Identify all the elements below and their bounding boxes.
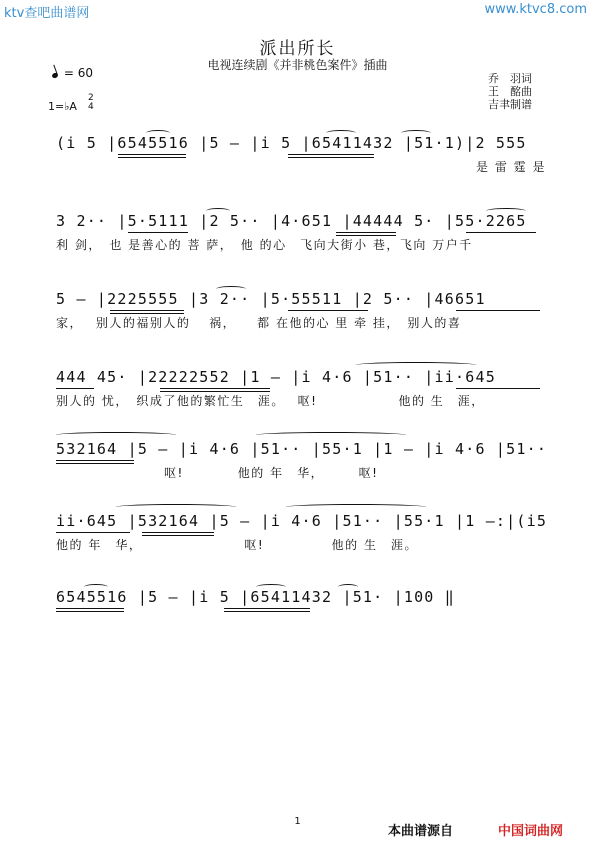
beam <box>466 232 536 233</box>
notation-line-4: 444 45· |22222552 |1 — |i 4·6 |51·· |ii·645 <box>56 368 496 386</box>
score-line-4 <box>56 368 546 412</box>
beam <box>110 310 184 311</box>
beam <box>224 611 310 612</box>
quarter-note-icon <box>51 72 58 79</box>
slur <box>216 286 246 292</box>
notation-line-1: (i 5 |6545516 |5 — |i 5 |65411432 |51·1)|2 555 <box>56 134 527 152</box>
beam <box>336 232 396 233</box>
slur <box>256 432 406 438</box>
beam <box>56 532 130 533</box>
score-line-3 <box>56 290 546 334</box>
time-signature-top: 2 <box>88 93 94 103</box>
score-line-5 <box>56 440 546 484</box>
notation-line-5: 532164 |5 — |i 4·6 |51·· |55·1 |1 — |i 4·6 |51·· <box>56 440 548 458</box>
credit-composer: 王 酩曲 <box>488 85 532 98</box>
beam <box>160 391 270 392</box>
beam <box>56 460 134 461</box>
beam <box>288 157 374 158</box>
beam <box>456 310 540 311</box>
tempo-marking <box>52 66 93 80</box>
beam <box>142 532 214 533</box>
lyrics-line-5: 呕! 他的 年 华， 呕! <box>56 466 379 480</box>
slur <box>256 584 286 590</box>
beam <box>336 235 396 236</box>
footer-source-label: 本曲谱源自 <box>388 824 454 839</box>
beam <box>128 232 188 233</box>
key-signature: 1=♭A <box>48 100 77 113</box>
beam <box>160 388 270 389</box>
score-line-7 <box>56 588 546 624</box>
slur <box>84 584 108 590</box>
beam <box>118 157 186 158</box>
slur <box>326 130 356 136</box>
tempo-value: = 60 <box>63 66 93 80</box>
watermark-left: ktv查吧曲谱网 <box>4 6 90 21</box>
time-signature-bottom: 4 <box>88 102 94 112</box>
song-subtitle: 电视连续剧《并非桃色案件》插曲 <box>207 58 388 72</box>
slur <box>206 208 230 214</box>
beam <box>288 154 374 155</box>
credit-transcriber: 吉聿制谱 <box>488 98 532 111</box>
notation-line-2: 3 2·· |5·5111 |2 5·· |4·651 |44444 5· |55·2265 <box>56 212 527 230</box>
notation-line-6: ii·645 |532164 |5 — |i 4·6 |51·· |55·1 |1 —:|(i5 <box>56 512 548 530</box>
slur <box>146 130 170 136</box>
beam <box>224 608 310 609</box>
lyrics-line-4: 别人的 忧， 织成了他的繁忙生 涯。 呕! 他的 生 涯， <box>56 394 485 408</box>
slur <box>116 504 236 510</box>
slur <box>486 208 526 214</box>
lyrics-line-6: 他的 年 华， 呕! 他的 生 涯。 <box>56 538 418 552</box>
page-number: 1 <box>294 816 301 827</box>
beam <box>56 463 134 464</box>
time-signature <box>88 94 94 112</box>
lyrics-line-1: 是 雷 霆 是 <box>476 160 546 174</box>
beam <box>56 608 124 609</box>
slur <box>338 584 358 590</box>
slur <box>356 362 476 368</box>
beam <box>456 388 540 389</box>
beam <box>118 154 186 155</box>
notation-line-7: 6545516 |5 — |i 5 |65411432 |51· |100 ‖ <box>56 588 455 606</box>
beam <box>56 611 124 612</box>
beam <box>56 388 94 389</box>
score-line-1 <box>56 134 546 178</box>
score-line-6 <box>56 512 546 556</box>
notation-line-3: 5 — |2225555 |3 2·· |5·55511 |2 5·· |46651 <box>56 290 486 308</box>
credit-lyricist: 乔 羽词 <box>488 72 532 85</box>
slur <box>401 130 431 136</box>
credits <box>488 72 532 111</box>
score-line-2 <box>56 212 546 256</box>
lyrics-line-3: 家， 别人的福别人的 祸， 都 在他的心 里 牵 挂， 别人的喜 <box>56 316 462 330</box>
beam <box>288 310 368 311</box>
beam <box>110 313 184 314</box>
slur <box>56 432 176 438</box>
song-title: 派出所长 <box>259 39 336 59</box>
lyrics-line-2: 利 剑， 也 是善心的 菩 萨， 他 的心 飞向大街小 巷，飞向 万户千 <box>56 238 473 252</box>
watermark-right: www.ktvc8.com <box>484 2 587 17</box>
slur <box>286 504 426 510</box>
beam <box>142 535 214 536</box>
footer-source-site[interactable]: 中国词曲网 <box>498 824 564 839</box>
